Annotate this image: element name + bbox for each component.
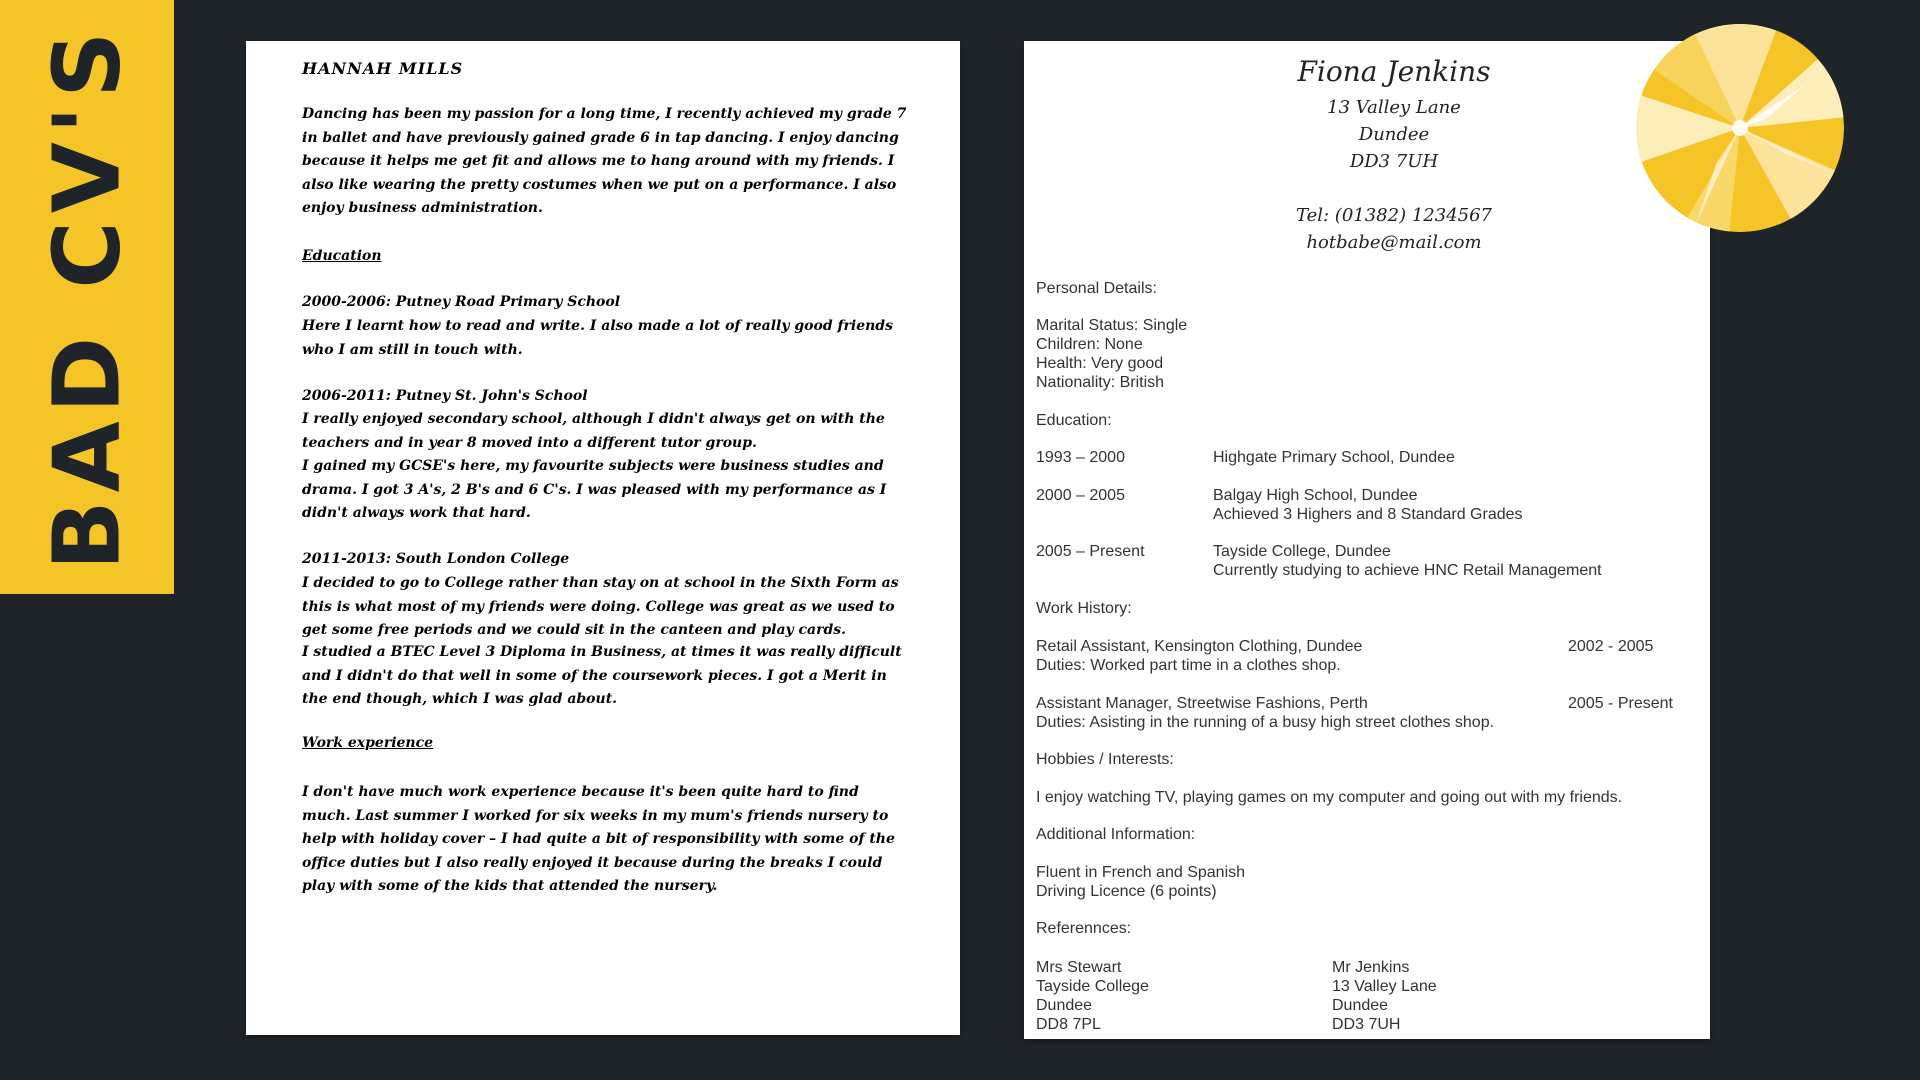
hobbies-text: I enjoy watching TV, playing games on my computer and going out with my friends.	[1036, 789, 1623, 806]
banner-title: BAD CV'S	[33, 23, 141, 571]
education-entry-title: 2006-2011: Putney St. John's School	[302, 388, 588, 404]
education-entry-title: 2000-2006: Putney Road Primary School	[302, 294, 621, 310]
education-dates: 1993 – 2000	[1036, 449, 1125, 466]
education-entry-text: Here I learnt how to read and write. I also made a lot of really good friends who I am still in touch with.	[302, 318, 893, 358]
address-line: Dundee	[1358, 124, 1430, 145]
cv-fiona-jenkins	[1024, 41, 1710, 1039]
reference-line: Dundee	[1332, 997, 1389, 1014]
telephone: Tel: (01382) 1234567	[1296, 205, 1492, 226]
education-dates: 2005 – Present	[1036, 543, 1145, 560]
address-line: 13 Valley Lane	[1327, 97, 1461, 118]
title-banner	[0, 0, 174, 594]
education-heading: Education	[302, 248, 382, 264]
job-dates: 2002 - 2005	[1568, 638, 1654, 655]
education-entry-text: I decided to go to College rather than stay on at school in the Sixth Form as this is what most of my friends were doing. College was great as we used to get some free periods and we could sit in the canteen and play cards.	[302, 575, 899, 638]
job-duties: Duties: Asisting in the running of a busy high street clothes shop.	[1036, 714, 1495, 731]
cv-intro: Dancing has been my passion for a long time, I recently achieved my grade 7 in ballet and have previously gained grade 6 in tap dancing. I enjoy dancing because it helps me get fit and allows me to hang around with my friends. I also like wearing the pretty costumes when we put on a performance. I also enjoy business administration.	[302, 106, 907, 216]
education-school: Tayside College, Dundee	[1213, 543, 1391, 560]
education-detail: Achieved 3 Highers and 8 Standard Grades	[1213, 506, 1523, 523]
starburst-badge-icon	[1636, 24, 1844, 232]
work-heading: Work History:	[1036, 600, 1132, 617]
additional-item: Fluent in French and Spanish	[1036, 864, 1246, 881]
hobbies-heading: Hobbies / Interests:	[1036, 751, 1174, 768]
nationality: Nationality: British	[1036, 374, 1165, 391]
reference-line: DD3 7UH	[1332, 1016, 1401, 1033]
additional-item: Driving Licence (6 points)	[1036, 883, 1217, 900]
education-entry-text: I gained my GCSE's here, my favourite subjects were business studies and drama. I got 3 A's, 2 B's and 6 C's. I was pleased with my performance as I didn't always work that hard.	[302, 458, 887, 521]
education-entry-text: I studied a BTEC Level 3 Diploma in Business, at times it was really difficult and I didn't do that well in some of the coursework pieces. I got a Merit in the end though, which I was glad about.	[302, 644, 902, 707]
education-detail: Currently studying to achieve HNC Retail Management	[1213, 562, 1602, 579]
children: Children: None	[1036, 336, 1143, 353]
references-heading: Referennces:	[1036, 920, 1132, 937]
job-title: Retail Assistant, Kensington Clothing, Dundee	[1036, 638, 1363, 655]
cv-hannah-mills	[246, 41, 960, 1035]
education-entry-title: 2011-2013: South London College	[302, 551, 570, 567]
reference-line: Mr Jenkins	[1332, 959, 1410, 976]
additional-heading: Additional Information:	[1036, 826, 1196, 843]
reference-line: Mrs Stewart	[1036, 959, 1122, 976]
job-duties: Duties: Worked part time in a clothes shop.	[1036, 657, 1341, 674]
cv-name: HANNAH MILLS	[302, 59, 464, 78]
reference-line: DD8 7PL	[1036, 1016, 1101, 1033]
health: Health: Very good	[1036, 355, 1164, 372]
marital-status: Marital Status: Single	[1036, 317, 1188, 334]
work-heading: Work experience	[302, 735, 434, 751]
job-title: Assistant Manager, Streetwise Fashions, Perth	[1036, 695, 1368, 712]
education-heading: Education:	[1036, 412, 1112, 429]
education-school: Highgate Primary School, Dundee	[1213, 449, 1455, 466]
address-line: DD3 7UH	[1349, 151, 1439, 172]
education-dates: 2000 – 2005	[1036, 487, 1125, 504]
reference-line: Dundee	[1036, 997, 1093, 1014]
email: hotbabe@mail.com	[1306, 232, 1482, 253]
cv-name: Fiona Jenkins	[1297, 55, 1491, 88]
job-dates: 2005 - Present	[1568, 695, 1673, 712]
personal-heading: Personal Details:	[1036, 280, 1157, 297]
reference-line: Tayside College	[1036, 978, 1149, 995]
reference-line: 13 Valley Lane	[1332, 978, 1437, 995]
education-school: Balgay High School, Dundee	[1213, 487, 1418, 504]
work-text: I don't have much work experience because it's been quite hard to find much. Last summer I worked for six weeks in my mum's friends nursery to help with holiday cover – I had quite a bit of responsibility with some of the office duties but I also really enjoyed it because during the breaks I could play with some of the kids that attended the nursery.	[302, 784, 895, 894]
education-entry-text: I really enjoyed secondary school, although I didn't always get on with the teachers and in year 8 moved into a different tutor group.	[302, 411, 885, 451]
